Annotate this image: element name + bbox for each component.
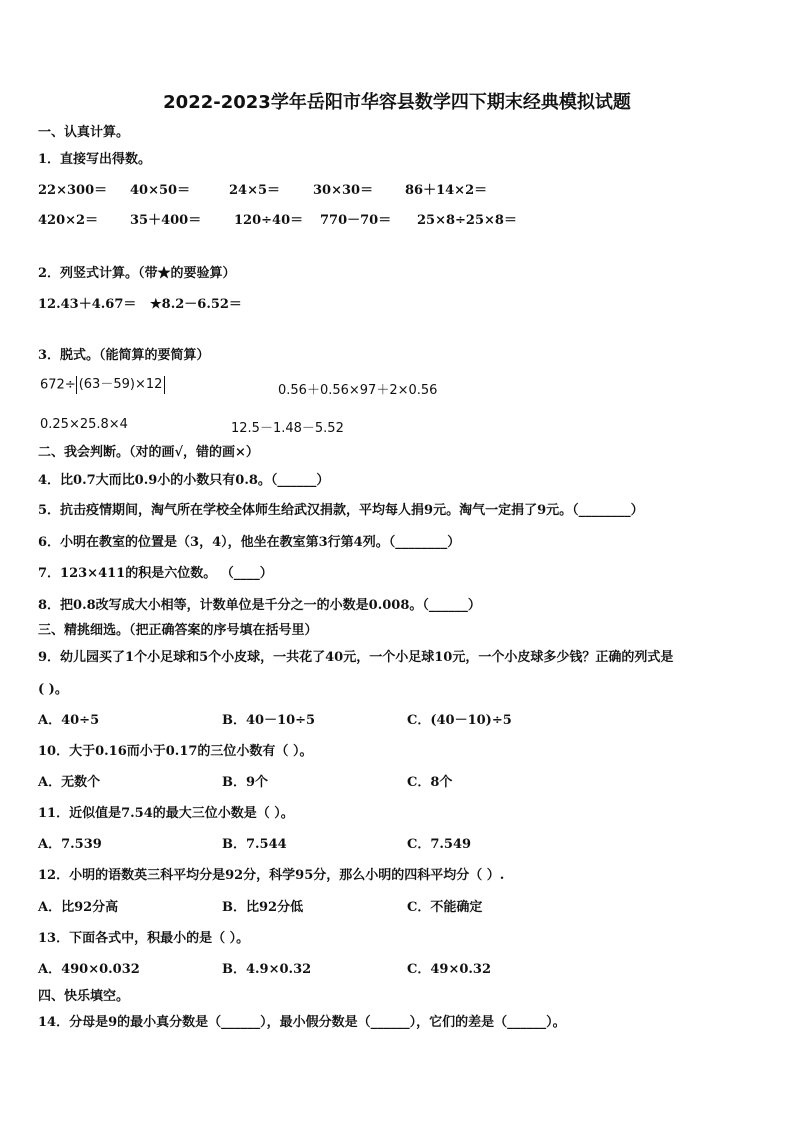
q10-option-c: C．8个 bbox=[407, 775, 453, 790]
q11-stem: 11．近似值是7.54的最大三位小数是（ ）。 bbox=[38, 806, 294, 821]
q3-expression-3: 0.25×25.8×4 bbox=[40, 417, 128, 432]
q9-stem: 9．幼儿园买了1个小足球和5个小皮球，一共花了40元，一个小足球10元，一个小皮球多少钱？正确的列式是 bbox=[38, 650, 674, 665]
q4: 4．比0.7大而比0.9小的小数只有0.8。（______） bbox=[38, 473, 330, 488]
q3-expression-1-prefix: 672÷ bbox=[40, 377, 76, 393]
q1-label: 1．直接写出得数。 bbox=[38, 152, 152, 167]
section-1-heading: 一、认真计算。 bbox=[38, 125, 130, 140]
q12-option-a: A．比92分高 bbox=[38, 900, 119, 915]
q1-item: 30×30＝ bbox=[313, 183, 374, 198]
q10-option-b: B．9个 bbox=[222, 775, 269, 790]
q1-item: 120÷40＝ bbox=[234, 213, 304, 228]
q13-option-a: A．490×0.032 bbox=[38, 962, 140, 977]
q10-option-a: A．无数个 bbox=[38, 775, 101, 790]
q13-stem: 13．下面各式中，积最小的是（ ）。 bbox=[38, 931, 250, 946]
q3-expression-1-bracket: (63－59)×12 bbox=[76, 376, 166, 394]
q12-option-b: B．比92分低 bbox=[222, 900, 304, 915]
q2-item: ★8.2－6.52＝ bbox=[150, 297, 242, 312]
page-title: 2022-2023学年岳阳市华容县数学四下期末经典模拟试题 bbox=[163, 92, 631, 113]
q11-option-c: C．7.549 bbox=[407, 837, 472, 852]
q8: 8．把0.8改写成大小相等，计数单位是千分之一的小数是0.008。（______） bbox=[38, 598, 481, 613]
q10-stem: 10．大于0.16而小于0.17的三位小数有（ ）。 bbox=[38, 744, 313, 759]
q9-option-c: C．(40－10)÷5 bbox=[407, 713, 512, 728]
q3-label: 3．脱式。（能简算的要简算） bbox=[38, 348, 210, 363]
q6: 6．小明在教室的位置是（3，4），他坐在教室第3行第4列。（________） bbox=[38, 535, 461, 550]
q5: 5．抗击疫情期间，淘气所在学校全体师生给武汉捐款，平均每人捐9元。淘气一定捐了9元。（________） bbox=[38, 503, 644, 518]
q12-stem: 12．小明的语数英三科平均分是92分，科学95分，那么小明的四科平均分（ ）. bbox=[38, 868, 505, 883]
q1-item: 86＋14×2＝ bbox=[405, 183, 488, 198]
section-3-heading: 三、精挑细选。（把正确答案的序号填在括号里） bbox=[38, 623, 318, 638]
q2-label: 2．列竖式计算。（带★的要验算） bbox=[38, 266, 236, 281]
q1-item: 420×2＝ bbox=[38, 213, 99, 228]
q1-item: 22×300＝ bbox=[38, 183, 108, 198]
q9-stem-continued: ( )。 bbox=[38, 682, 68, 697]
section-4-heading: 四、快乐填空。 bbox=[38, 989, 130, 1004]
q3-expression-1 bbox=[40, 376, 165, 394]
q1-item: 25×8÷25×8＝ bbox=[417, 213, 517, 228]
q1-item: 770－70＝ bbox=[320, 213, 392, 228]
q1-item: 24×5＝ bbox=[229, 183, 281, 198]
q14: 14．分母是9的最小真分数是（______），最小假分数是（______），它们的差是（______）。 bbox=[38, 1015, 566, 1030]
q11-option-a: A．7.539 bbox=[38, 837, 102, 852]
q3-expression-4: 12.5－1.48－5.52 bbox=[231, 421, 344, 436]
q3-expression-2: 0.56＋0.56×97＋2×0.56 bbox=[278, 383, 438, 398]
q13-option-b: B．4.9×0.32 bbox=[222, 962, 312, 977]
q7: 7．123×411的积是六位数。 （____） bbox=[38, 566, 273, 581]
q1-item: 40×50＝ bbox=[130, 183, 191, 198]
q11-option-b: B．7.544 bbox=[222, 837, 287, 852]
section-2-heading: 二、我会判断。（对的画√，错的画×） bbox=[38, 445, 259, 460]
q13-option-c: C．49×0.32 bbox=[407, 962, 491, 977]
q9-option-a: A．40÷5 bbox=[38, 713, 100, 728]
q12-option-c: C．不能确定 bbox=[407, 900, 483, 915]
q9-option-b: B．40－10÷5 bbox=[222, 713, 316, 728]
q2-item: 12.43＋4.67＝ bbox=[38, 297, 137, 312]
q1-item: 35＋400＝ bbox=[130, 213, 202, 228]
